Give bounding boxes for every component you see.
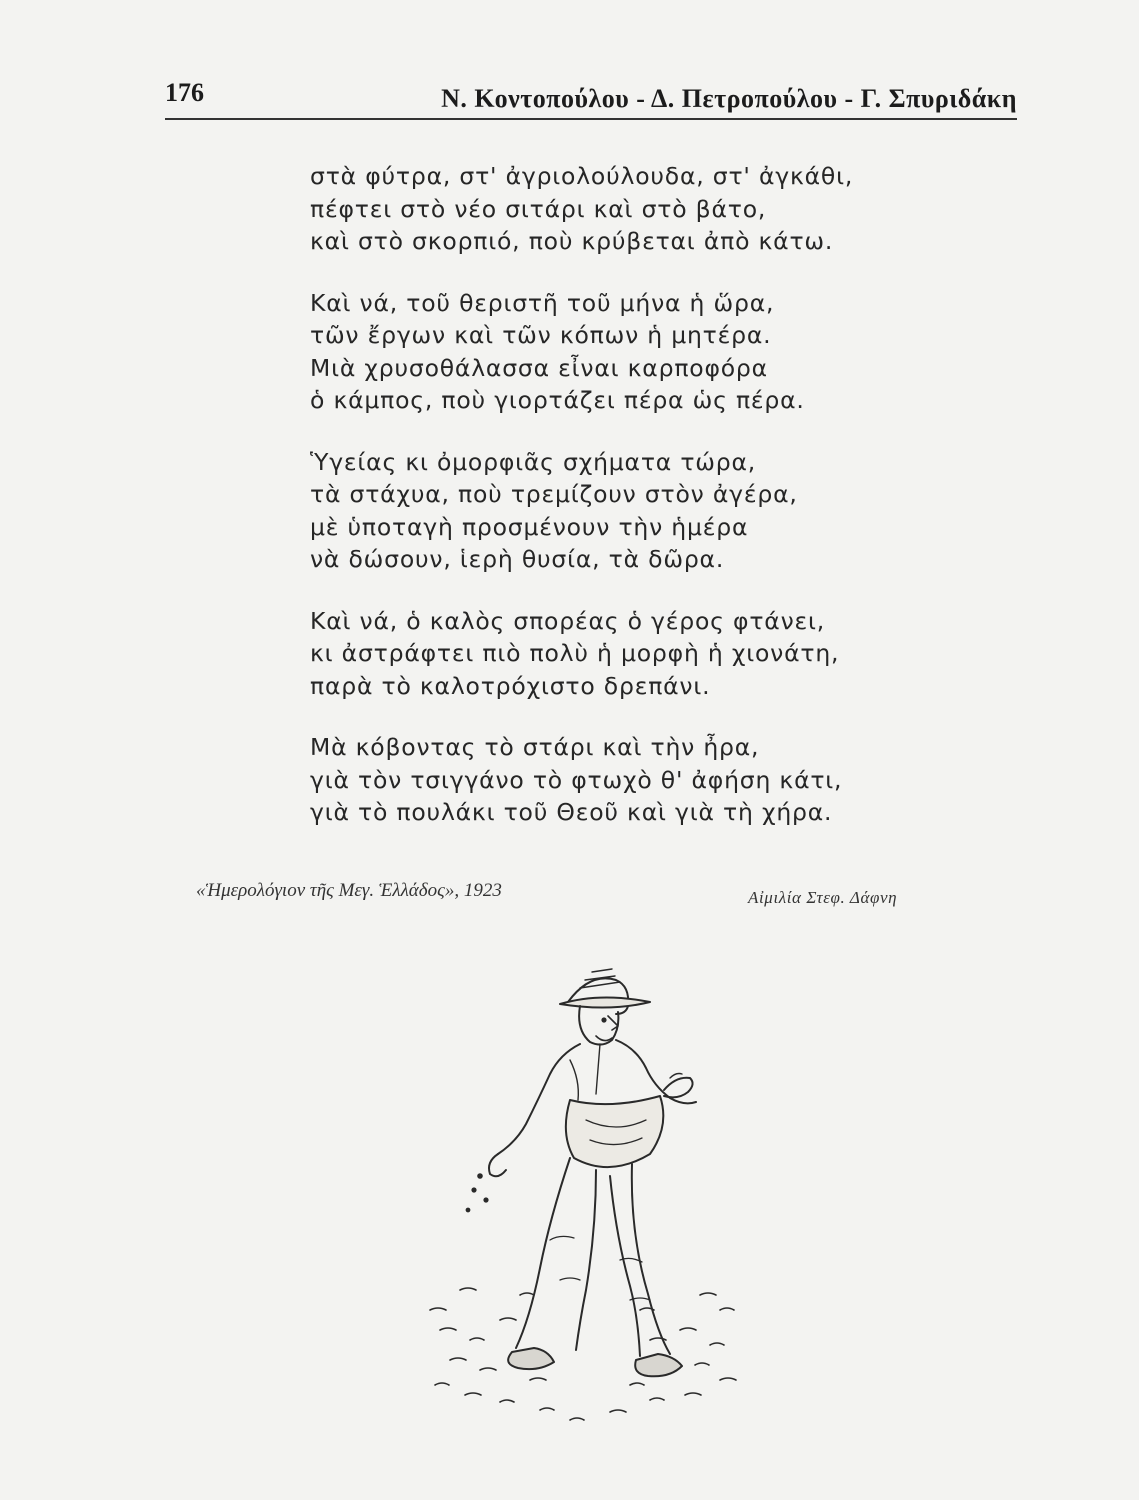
stanza-1 (310, 160, 910, 258)
poem-line: μὲ ὑποταγὴ προσμένουν τὴν ἡμέρα (310, 512, 749, 541)
page-header (165, 74, 1017, 120)
poem-author: Αἰμιλία Στεφ. Δάφνη (748, 888, 898, 907)
poem-line: νὰ δώσουν, ἱερὴ θυσία, τὰ δῶρα. (310, 545, 725, 573)
poem-line: Μὰ κόβοντας τὸ στάρι καὶ τὴν ἦρα, (310, 733, 760, 761)
stanza-3 (310, 446, 910, 576)
poem-line: τῶν ἔργων καὶ τῶν κόπων ἡ μητέρα. (310, 321, 772, 349)
poem-line: Ὑγείας κι ὀμορφιᾶς σχήματα τώρα, (310, 447, 757, 476)
page-number: 176 (165, 78, 204, 107)
poem-line: Μιὰ χρυσοθάλασσα εἶναι καρποφόρα (310, 353, 768, 382)
sower-illustration (420, 940, 750, 1430)
poem-line: γιὰ τὸ πουλάκι τοῦ Θεοῦ καὶ γιὰ τὴ χήρα. (310, 798, 833, 826)
poem-line: καὶ στὸ σκορπιό, ποὺ κρύβεται ἀπὸ κάτω. (310, 227, 834, 255)
poem-line: γιὰ τὸν τσιγγάνο τὸ φτωχὸ θ' ἀφήση κάτι, (310, 765, 843, 794)
running-head: Ν. Κοντοπούλου - Δ. Πετροπούλου - Γ. Σπυριδάκη (441, 84, 1017, 113)
poem-line: τὰ στάχυα, ποὺ τρεμίζουν στὸν ἀγέρα, (310, 480, 798, 508)
poem-line: κι ἀστράφτει πιὸ πολὺ ἡ μορφὴ ἡ χιονάτη, (310, 639, 840, 667)
source-citation: «Ἡμερολόγιον τῆς Μεγ. Ἑλλάδος», 1923 (196, 880, 502, 901)
poem-line: Καὶ νά, τοῦ θεριστῆ τοῦ μήνα ἡ ὥρα, (310, 288, 775, 317)
stanza-2 (310, 287, 910, 417)
poem (310, 160, 910, 858)
poem-line: Καὶ νά, ὁ καλὸς σπορέας ὁ γέρος φτάνει, (310, 606, 826, 635)
stanza-5 (310, 731, 910, 829)
poem-line: παρὰ τὸ καλοτρόχιστο δρεπάνι. (310, 671, 711, 700)
stanza-4 (310, 605, 910, 703)
poem-line: στὰ φύτρα, στ' ἀγριολούλουδα, στ' ἀγκάθι, (310, 162, 854, 190)
poem-line: πέφτει στὸ νέο σιτάρι καὶ στὸ βάτο, (310, 194, 767, 223)
poem-line: ὁ κάμπος, ποὺ γιορτάζει πέρα ὡς πέρα. (310, 386, 805, 414)
